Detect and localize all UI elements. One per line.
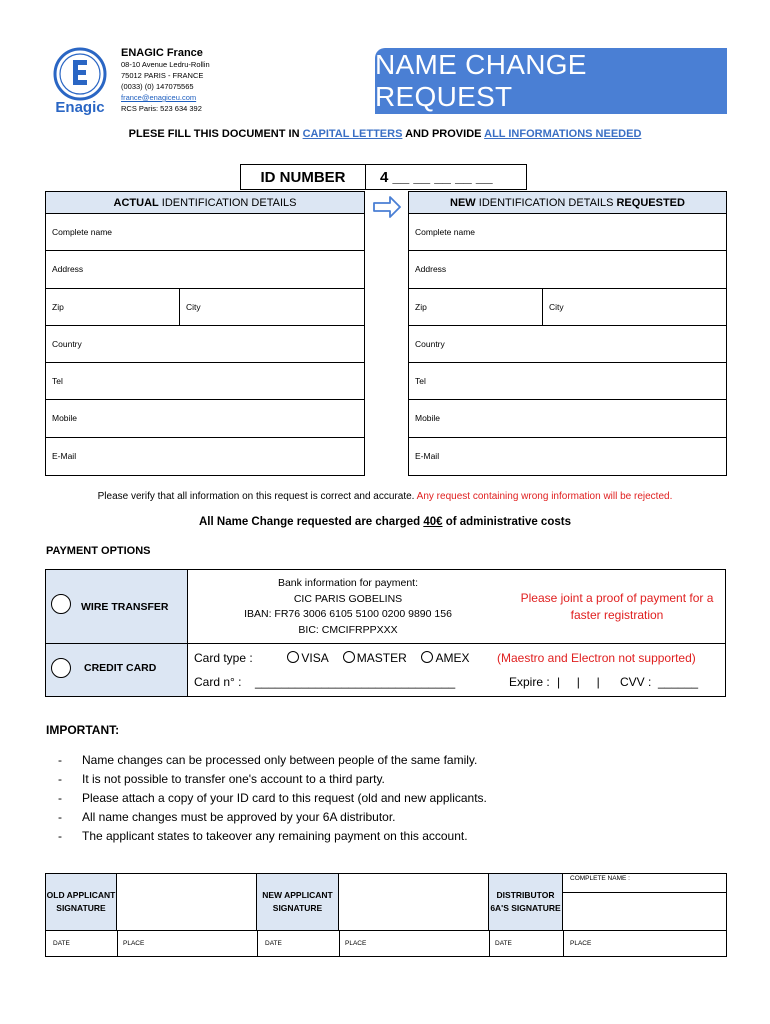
field-label: Mobile	[415, 413, 441, 424]
distributor-place-label: PLACE	[570, 940, 592, 947]
amex-label: AMEX	[435, 651, 470, 665]
master-label: MASTER	[356, 651, 407, 665]
complete-name-label: COMPLETE NAME :	[570, 875, 630, 882]
company-email-link[interactable]: france@enagiceu.com	[121, 93, 197, 102]
instruction-link-all-info: ALL INFORMATIONS NEEDED	[484, 128, 642, 140]
field-label: Complete name	[415, 227, 476, 237]
distributor-signature-label: DISTRIBUTOR 6A'S SIGNATURE	[489, 873, 563, 930]
card-number-label: Card n° :	[194, 675, 242, 689]
card-type-label: Card type :	[194, 651, 253, 665]
card-number-field[interactable]: ______________________________	[255, 675, 456, 689]
bank-line: Bank information for payment:	[277, 577, 419, 589]
requested-head-mid: IDENTIFICATION DETAILS	[475, 196, 617, 209]
bank-line: IBAN: FR76 3006 6105 5100 0200 9890 156	[244, 608, 452, 620]
requested-head-bold1: NEW	[450, 196, 476, 209]
verify-text: Please verify that all information on this request is correct and accurate.	[97, 491, 417, 502]
address-line2: 75012 PARIS - FRANCE	[121, 71, 204, 80]
instruction-link-capitals: CAPITAL LETTERS	[302, 128, 403, 140]
bank-line: BIC: CMCIFRPPXXX	[298, 623, 398, 636]
verify-warning: Any request containing wrong information will be rejected.	[416, 491, 673, 502]
list-item: - All name changes must be approved by your 6A distributor.	[58, 808, 487, 827]
visa-radio[interactable]	[287, 651, 299, 663]
payment-options-title: PAYMENT OPTIONS	[46, 545, 151, 557]
wire-transfer-radio[interactable]	[51, 594, 71, 614]
company-phone: (0033) (0) 147075565	[121, 82, 194, 91]
charge-notice	[0, 516, 770, 528]
list-item: - It is not possible to transfer one's account to a third party.	[58, 770, 487, 789]
field-label: Address	[52, 264, 84, 275]
credit-card-radio[interactable]	[51, 658, 71, 678]
new-tel-field[interactable]	[409, 363, 726, 400]
actual-mobile-field[interactable]	[46, 400, 364, 437]
credit-card-label: CREDIT CARD	[84, 662, 157, 674]
payment-method-column	[45, 569, 188, 697]
new-address-field[interactable]	[409, 251, 726, 288]
new-applicant-signature-box[interactable]	[339, 873, 489, 930]
field-label: Mobile	[52, 413, 78, 424]
expire-field[interactable]: | | |	[557, 675, 600, 689]
company-rcs: RCS Paris: 523 634 392	[121, 104, 202, 113]
list-item: - Name changes can be processed only between people of the same family.	[58, 751, 487, 770]
zip-label: Zip	[415, 301, 427, 312]
field-label: Country	[52, 338, 82, 349]
actual-complete-name-field[interactable]	[46, 214, 364, 251]
field-label: E-Mail	[415, 450, 440, 461]
new-complete-name-field[interactable]	[409, 214, 726, 251]
new-country-field[interactable]	[409, 326, 726, 363]
amex-radio[interactable]	[421, 651, 433, 663]
proof-of-payment-note: Please joint a proof of payment for a faster registration	[520, 591, 714, 622]
field-label: Tel	[52, 376, 63, 387]
charge-part1: All Name Change requested are charged	[199, 516, 424, 528]
actual-country-field[interactable]	[46, 326, 364, 363]
field-label: Tel	[415, 376, 426, 387]
actual-head-rest: IDENTIFICATION DETAILS	[158, 196, 297, 209]
actual-details-header	[46, 192, 364, 214]
list-item: - Please attach a copy of your ID card to this request (old and new applicants.	[58, 789, 487, 808]
card-type-row	[194, 651, 469, 665]
new-place-label: PLACE	[345, 940, 367, 947]
new-zip-city-row[interactable]	[409, 289, 726, 326]
actual-address-field[interactable]	[46, 251, 364, 288]
company-name: ENAGIC France	[121, 47, 203, 59]
field-label: E-Mail	[52, 450, 77, 461]
important-list	[58, 751, 487, 846]
instruction-part2: AND PROVIDE	[402, 128, 485, 140]
visa-label: VISA	[301, 651, 329, 665]
visa-option[interactable]	[287, 651, 328, 665]
field-label: Country	[415, 338, 445, 349]
master-option[interactable]	[343, 651, 407, 665]
zip-label: Zip	[52, 301, 64, 312]
amex-option[interactable]	[421, 651, 469, 665]
city-label: City	[549, 301, 564, 312]
actual-tel-field[interactable]	[46, 363, 364, 400]
wire-transfer-label: WIRE TRANSFER	[81, 601, 169, 613]
id-number-label: ID NUMBER	[240, 164, 366, 190]
expire-label: Expire :	[509, 675, 550, 689]
requested-details-table	[408, 191, 727, 476]
actual-zip-city-row[interactable]	[46, 289, 364, 326]
logo-wordmark: Enagic	[55, 99, 105, 116]
field-label: Complete name	[52, 227, 113, 237]
charge-part2: of administrative costs	[442, 516, 571, 528]
city-label: City	[186, 301, 201, 312]
old-applicant-signature-label: OLD APPLICANT SIGNATURE	[45, 873, 117, 930]
page-title: NAME CHANGE REQUEST	[375, 48, 727, 114]
address-line1: 08-10 Avenue Ledru-Rollin	[121, 60, 210, 69]
new-applicant-signature-label: NEW APPLICANT SIGNATURE	[257, 873, 339, 930]
new-email-field[interactable]	[409, 438, 726, 475]
actual-email-field[interactable]	[46, 438, 364, 475]
requested-head-bold2: REQUESTED	[616, 196, 685, 209]
card-support-note: (Maestro and Electron not supported)	[497, 651, 696, 665]
verify-notice	[0, 491, 770, 502]
new-date-label: DATE	[265, 940, 282, 947]
arrow-right-icon	[372, 195, 402, 219]
important-title: IMPORTANT:	[46, 723, 120, 737]
bank-information	[188, 576, 508, 638]
actual-details-table	[45, 191, 365, 476]
company-info	[121, 48, 210, 114]
list-item: - The applicant states to takeover any remaining payment on this account.	[58, 827, 487, 846]
signature-date-divider	[45, 930, 727, 931]
payment-divider	[45, 643, 726, 644]
actual-head-bold: ACTUAL	[113, 196, 159, 209]
requested-details-header	[409, 192, 726, 214]
cvv-label: CVV :	[620, 675, 652, 689]
field-label: Address	[415, 264, 447, 275]
enagic-logo	[47, 46, 113, 116]
distributor-date-label: DATE	[495, 940, 512, 947]
cvv-field[interactable]: ______	[658, 675, 699, 689]
charge-amount: 40€	[423, 516, 443, 528]
old-date-label: DATE	[53, 940, 70, 947]
new-mobile-field[interactable]	[409, 400, 726, 437]
bank-line: CIC PARIS GOBELINS	[293, 592, 403, 605]
old-applicant-signature-box[interactable]	[117, 873, 257, 930]
old-place-label: PLACE	[123, 940, 145, 947]
master-radio[interactable]	[343, 651, 355, 663]
id-number-field[interactable]: 4 __ __ __ __ __	[366, 164, 527, 190]
fill-instruction	[0, 128, 770, 140]
instruction-part1: PLESE FILL THIS DOCUMENT IN	[128, 128, 303, 140]
